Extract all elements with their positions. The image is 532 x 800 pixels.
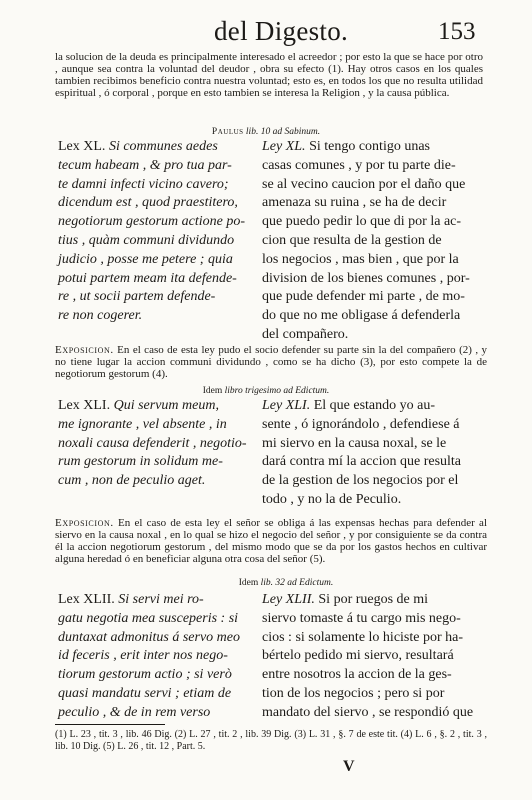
spanish-line: amenaza su ruina , se ha de decir [262, 195, 447, 211]
spanish-line: todo , y no la de Peculio. [262, 491, 402, 507]
latin-lex-40 [58, 138, 245, 326]
spanish-lead: Ley XLI. [262, 398, 311, 413]
latin-line: id feceris , erit inter nos nego- [58, 648, 228, 664]
latin-line: judicio , posse me petere ; quia [58, 251, 233, 267]
spanish-line: de la gestion de los negocios por el [262, 473, 459, 489]
latin-line: rum gestorum in solidum me- [58, 454, 223, 470]
latin-lead: Lex XLII. [58, 592, 115, 607]
latin-line: cum , non de peculio aget. [58, 473, 206, 489]
spanish-lead: Ley XL. [262, 139, 306, 154]
latin-line: gatu negotia mea susceperis : si [58, 610, 239, 626]
latin-line: negotiorum gestorum actione po- [58, 214, 246, 230]
latin-lex-42 [58, 591, 240, 723]
spanish-line: mi siervo en la causa noxal, se le [262, 435, 447, 451]
exposicion-text: En el caso de esta ley pudo el socio defender su parte sin la del compañero (2) , y no tiene lugar la accion communi dividundo , como se ha dicho (3), por esto compete la de negotiorum gestorum (4). [55, 344, 487, 380]
spanish-line: del compañero. [262, 326, 349, 342]
latin-line: Si servi mei ro- [114, 592, 204, 607]
running-title: del Digesto. [214, 16, 349, 46]
spanish-line: bértelo pedido mi siervo, resultará [262, 648, 454, 664]
spanish-line: tion de los negocios ; pero si por [262, 685, 445, 701]
citation-author: Paulus [211, 127, 244, 137]
spanish-line: casas comunes , y por tu parte die- [262, 157, 456, 173]
latin-line: te damni infecti vicino cavero; [58, 176, 229, 192]
spanish-line: El que estando yo au- [310, 398, 436, 413]
citation-author: Idem [202, 386, 223, 396]
citation-source: lib. 10 ad Sabinum. [245, 127, 321, 137]
latin-line: re non cogerer. [58, 308, 143, 324]
footnotes: (1) L. 23 , tit. 3 , lib. 46 Dig. (2) L. 27 , tit. 2 , lib. 39 Dig. (3) L. 31 , §. 7 de este tit. (4) L. 6 , §. 2 , tit. 3 , lib. 10 Dig. (5) L. 26 , tit. 12 , Part. 5. [55, 729, 487, 752]
exposicion-label: Exposicion. [55, 344, 114, 356]
latin-line: potui partem meam ita defende- [58, 270, 237, 286]
spanish-line: se al vecino caucion por el daño que [262, 176, 466, 192]
spanish-line: Si tengo contigo unas [305, 139, 430, 154]
exposicion-lex-41 [55, 518, 487, 566]
exposicion-lex-40 [55, 345, 487, 381]
exposicion-label: Exposicion. [55, 517, 114, 529]
citation-idem-32 [0, 578, 532, 588]
latin-line: quasi mandatu servi ; etiam de [58, 685, 232, 701]
latin-line: dicendum est , quod praestitero, [58, 195, 238, 211]
latin-lead: Lex XL. [58, 139, 106, 154]
latin-lead: Lex XLI. [58, 398, 111, 413]
intro-paragraph: la solucion de la deuda es principalmente interesado el acreedor ; por esto la que se hace por otro , aunque sea contra la voluntad del deudor , obra su efecto (1). Hay otros casos en los quales tambien recibimos beneficio contra nuestra voluntad; esto es, en todos los que no resulta utilidad espiritual , ó corporal , porque en esto tambien se interesa la Religion , y la causa pública. [55, 51, 483, 99]
latin-line: tecum habeam , & pro tua par- [58, 157, 232, 173]
citation-paulus [0, 127, 532, 137]
spanish-line: cion que resulta de la gestion de [262, 232, 442, 248]
latin-lex-41 [58, 397, 247, 491]
citation-source: lib. 32 ad Edictum. [260, 578, 334, 588]
spanish-line: que pude defender mi parte , de mo- [262, 289, 465, 305]
citation-source: libro trigesimo ad Edictum. [224, 386, 330, 396]
spanish-line: Si por ruegos de mi [314, 592, 429, 607]
latin-line: tius , quàm communi dividundo [58, 232, 235, 248]
spanish-lead: Ley XLII. [262, 592, 315, 607]
latin-line: Qui servum meum, [110, 398, 219, 413]
citation-idem-30 [0, 386, 532, 396]
citation-author: Idem [238, 578, 259, 588]
spanish-line: entre nosotros la accion de la ges- [262, 667, 452, 683]
latin-line: peculio , & de in rem verso [58, 704, 211, 720]
spanish-line: do que no me obligase á defenderla [262, 308, 461, 324]
spanish-line: siervo tomaste á tu cargo mis nego- [262, 610, 461, 626]
spanish-line: cios : si solamente lo hiciste por ha- [262, 629, 464, 645]
footnote-rule [55, 724, 165, 725]
spanish-line: los negocios , mas bien , que por la [262, 251, 459, 267]
exposicion-text: En el caso de esta ley el señor se obliga á las expensas hechas para defender al siervo en la causa noxal , en lo qual se hizo el negocio del señor , y por consiguiente se da contra él la accion negotiorum gestorum , del mismo modo que se da por los gastos hechos en cultivar alguna heredad ó en beneficiar alguna otra cosa del señor (5). [55, 517, 487, 565]
latin-line: Si communes aedes [105, 139, 218, 154]
running-header [0, 16, 532, 50]
spanish-line: que puedo pedir lo que di por la ac- [262, 214, 462, 230]
spanish-line: division de los bienes comunes , por- [262, 270, 470, 286]
latin-line: duntaxat admonitus á servo meo [58, 629, 240, 645]
spanish-ley-41 [262, 397, 461, 510]
spanish-ley-40 [262, 138, 470, 345]
latin-line: noxali causa defenderit , negotio- [58, 435, 247, 451]
latin-line: tiorum gestorum actio ; si verò [58, 667, 232, 683]
spanish-line: sente , ó ignorándolo , defendiese á [262, 416, 460, 432]
latin-line: re , ut socii partem defende- [58, 289, 216, 305]
spanish-ley-42 [262, 591, 473, 723]
latin-line: me ignorante , vel absente , in [58, 416, 227, 432]
signature-mark: V [343, 758, 355, 775]
spanish-line: mandato del siervo , se respondió que [262, 704, 474, 720]
page-number: 153 [438, 18, 476, 45]
spanish-line: dará contra mí la accion que resulta [262, 454, 462, 470]
